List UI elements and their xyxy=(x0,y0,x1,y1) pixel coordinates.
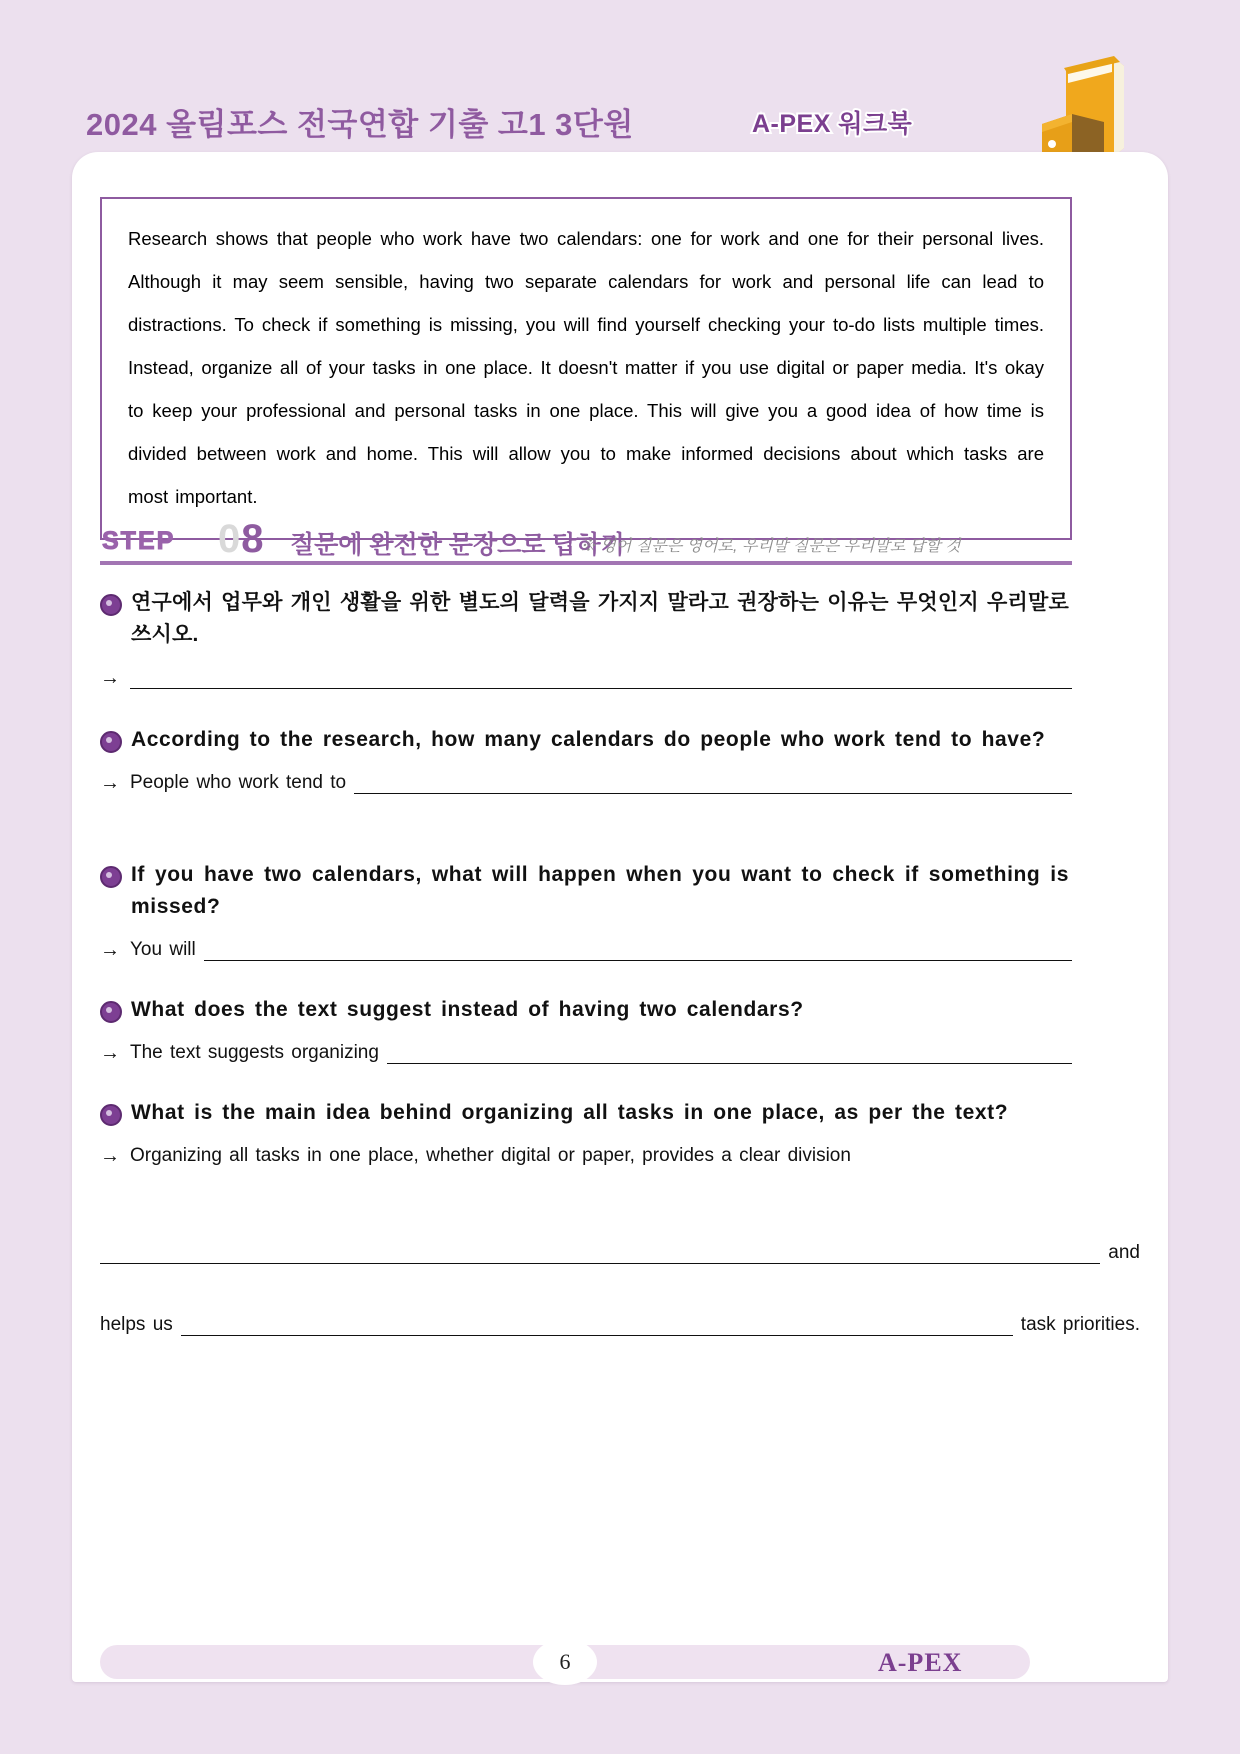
question-1-text: 연구에서 업무와 개인 생활을 위한 별도의 달력을 가지지 말라고 권장하는 이유는 무엇인지 우리말로 쓰시오. xyxy=(131,591,1069,646)
answer-arrow-icon: → xyxy=(100,667,120,689)
answer-tail-5b: and xyxy=(1108,1242,1140,1263)
question-5-text: What is the main idea behind organizing all tasks in one place, as per the text? xyxy=(131,1101,1009,1124)
question-3-row xyxy=(100,859,1072,923)
answer-lead-5c: helps us xyxy=(100,1314,173,1335)
page-number: 6 xyxy=(559,1649,571,1674)
reading-passage-box xyxy=(100,197,1072,540)
worksheet-sheet xyxy=(72,152,1168,1682)
question-1-row xyxy=(100,587,1072,651)
question-5-row xyxy=(100,1097,1072,1129)
question-bullet-icon xyxy=(100,1104,122,1126)
reading-passage-text: Research shows that people who work have two calendars: one for work and one for their personal lives. Although it may seem sensible, having two separate calendars for work and personal life can lead to distractions. To check if something is missing, you will find yourself checking your to-do lists multiple times. Instead, organize all of your tasks in one place. It doesn't matter if you use digital or paper media. It's okay to keep your professional and personal tasks in one place. This will give you a good idea of how time is divided between work and home. This will allow you to make informed decisions about which tasks are most important. xyxy=(128,228,1044,507)
question-3-text: If you have two calendars, what will happen when you want to check if something is missed? xyxy=(131,863,1069,918)
answer-row-1 xyxy=(100,667,1072,689)
answer-lead-4: The text suggests organizing xyxy=(130,1042,379,1063)
question-5-continuation xyxy=(72,1242,1168,1336)
question-item-4 xyxy=(100,994,1072,1064)
answer-row-5c xyxy=(100,1314,1140,1336)
question-bullet-icon xyxy=(100,866,122,888)
answer-blank-5c[interactable] xyxy=(181,1315,1013,1336)
step-number-digit: 8 xyxy=(241,517,265,561)
question-4-row xyxy=(100,994,1072,1026)
answer-blank-1[interactable] xyxy=(130,668,1072,689)
answer-arrow-icon: → xyxy=(100,1042,120,1064)
answer-arrow-icon: → xyxy=(100,1145,120,1167)
question-item-5 xyxy=(100,1097,1072,1167)
answer-blank-3[interactable] xyxy=(204,940,1072,961)
question-bullet-icon xyxy=(100,731,122,753)
answer-arrow-icon: → xyxy=(100,772,120,794)
answer-blank-2[interactable] xyxy=(354,773,1072,794)
answer-row-5 xyxy=(100,1145,1072,1167)
question-2-row xyxy=(100,724,1072,756)
page-title: 2024 올림포스 전국연합 기출 고1 3단원 xyxy=(86,107,634,142)
step-header xyxy=(100,517,1072,565)
answer-lead-5: Organizing all tasks in one place, whether digital or paper, provides a clear division xyxy=(130,1145,851,1166)
step-number xyxy=(218,517,265,562)
question-item-2 xyxy=(100,724,1072,794)
step-title: 질문에 완전한 문장으로 답하기 xyxy=(290,531,625,559)
question-item-1 xyxy=(100,587,1072,689)
answer-arrow-icon: → xyxy=(100,939,120,961)
step-word-label: STEP xyxy=(102,527,176,555)
answer-blank-4[interactable] xyxy=(387,1043,1072,1064)
footer-logo: A-PEX xyxy=(878,1648,963,1677)
step-note: ※ 영어 질문은 영어로, 우리말 질문은 우리말로 답할 것 xyxy=(580,538,961,555)
answer-row-3 xyxy=(100,939,1072,961)
page-number-badge xyxy=(533,1639,597,1685)
answer-lead-2: People who work tend to xyxy=(130,772,347,793)
question-item-3 xyxy=(100,859,1072,961)
answer-row-2 xyxy=(100,772,1072,794)
apex-workbook-badge: A-PEX 워크북 xyxy=(752,110,913,138)
question-2-text: According to the research, how many calendars do people who work tend to have? xyxy=(131,728,1046,751)
answer-row-4 xyxy=(100,1042,1072,1064)
answer-tail-5c: task priorities. xyxy=(1020,1314,1140,1335)
step-number-zero: 0 xyxy=(218,517,242,561)
answer-blank-5b[interactable] xyxy=(100,1243,1100,1264)
page-footer xyxy=(100,1639,1030,1681)
question-bullet-icon xyxy=(100,594,122,616)
step-divider xyxy=(100,561,1072,565)
answer-lead-3: You will xyxy=(130,939,196,960)
answer-row-5b xyxy=(100,1242,1140,1264)
question-bullet-icon xyxy=(100,1001,122,1023)
question-4-text: What does the text suggest instead of having two calendars? xyxy=(131,998,804,1021)
page-header xyxy=(0,0,1240,160)
